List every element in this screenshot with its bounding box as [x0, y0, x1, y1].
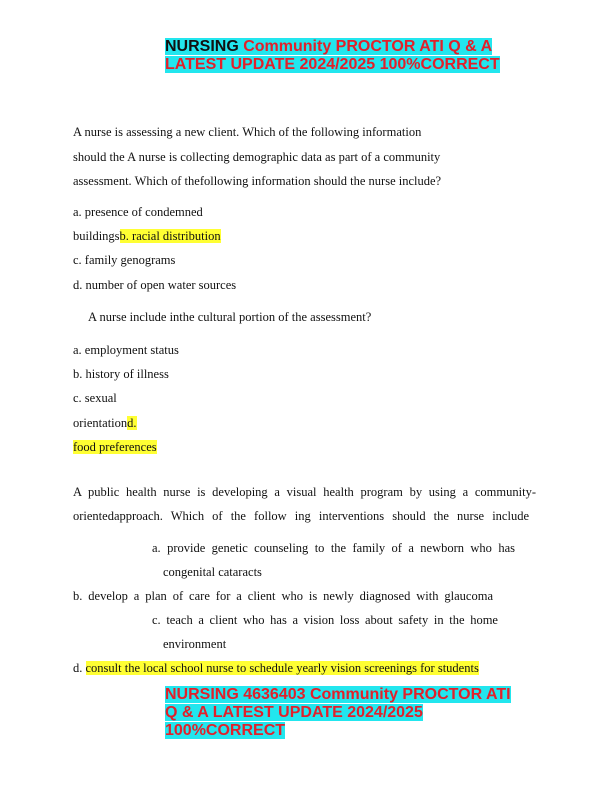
footer-banner: [165, 686, 511, 740]
q1-stem-line1: A nurse is assessing a new client. Which of the following information: [73, 125, 422, 139]
q1-stem-line3: assessment. Which of thefollowing information should the nurse include?: [73, 174, 442, 188]
footer-line3: 100%CORRECT: [165, 722, 286, 739]
q2-option-c-cont: orientation: [73, 416, 128, 430]
q3-option-d-letter: d.: [73, 661, 83, 675]
footer-line1: NURSING 4636403 Community PROCTOR ATI: [165, 686, 511, 703]
q1-stem-line2: should the A nurse is collecting demographic data as part of a community: [73, 150, 441, 164]
q3-option-a-line1: a. provide genetic counseling to the family of a newborn who has: [152, 541, 515, 555]
q3-stem-line2: orientedapproach. Which of the follow ing interventions should the nurse include: [73, 509, 529, 523]
q2-stem: A nurse include inthe cultural portion of the assessment?: [88, 310, 372, 324]
q2-option-a: a. employment status: [73, 343, 179, 357]
q3-option-c-line1: c. teach a client who has a vision loss about safety in the home: [152, 613, 498, 627]
q1-option-c: c. family genograms: [73, 253, 176, 267]
q3-option-d-answer: consult the local school nurse to schedule yearly vision screenings for students: [85, 661, 479, 675]
q2-option-d-letter: d.: [127, 416, 137, 430]
q1-option-a-line2: [73, 229, 221, 243]
header-title-line1: Community PROCTOR ATI Q & A: [238, 38, 493, 55]
q2-option-d-text: food preferences: [73, 440, 157, 454]
footer-line2: Q & A LATEST UPDATE 2024/2025: [165, 704, 423, 721]
q1-option-d: d. number of open water sources: [73, 278, 237, 292]
q3-option-a-line2: congenital cataracts: [163, 565, 262, 579]
header-title-line2: LATEST UPDATE 2024/2025 100%CORRECT: [165, 56, 500, 73]
header-banner: [165, 38, 500, 74]
header-prefix: NURSING: [165, 38, 239, 55]
q1-option-b-answer: b. racial distribution: [119, 229, 221, 243]
q2-option-d-answer: [73, 440, 157, 454]
q2-option-c-line1: c. sexual: [73, 391, 117, 405]
q3-stem-line1: A public health nurse is developing a visual health program by using a community-: [73, 485, 536, 499]
q1-option-a-cont: buildings: [73, 229, 120, 243]
q3-option-c-line2: environment: [163, 637, 227, 651]
q3-option-b: b. develop a plan of care for a client who is newly diagnosed with glaucoma: [73, 589, 493, 603]
q2-option-b: b. history of illness: [73, 367, 169, 381]
q1-option-a-line1: a. presence of condemned: [73, 205, 203, 219]
q2-option-c-line2: [73, 416, 137, 430]
q3-option-d: [73, 661, 479, 675]
